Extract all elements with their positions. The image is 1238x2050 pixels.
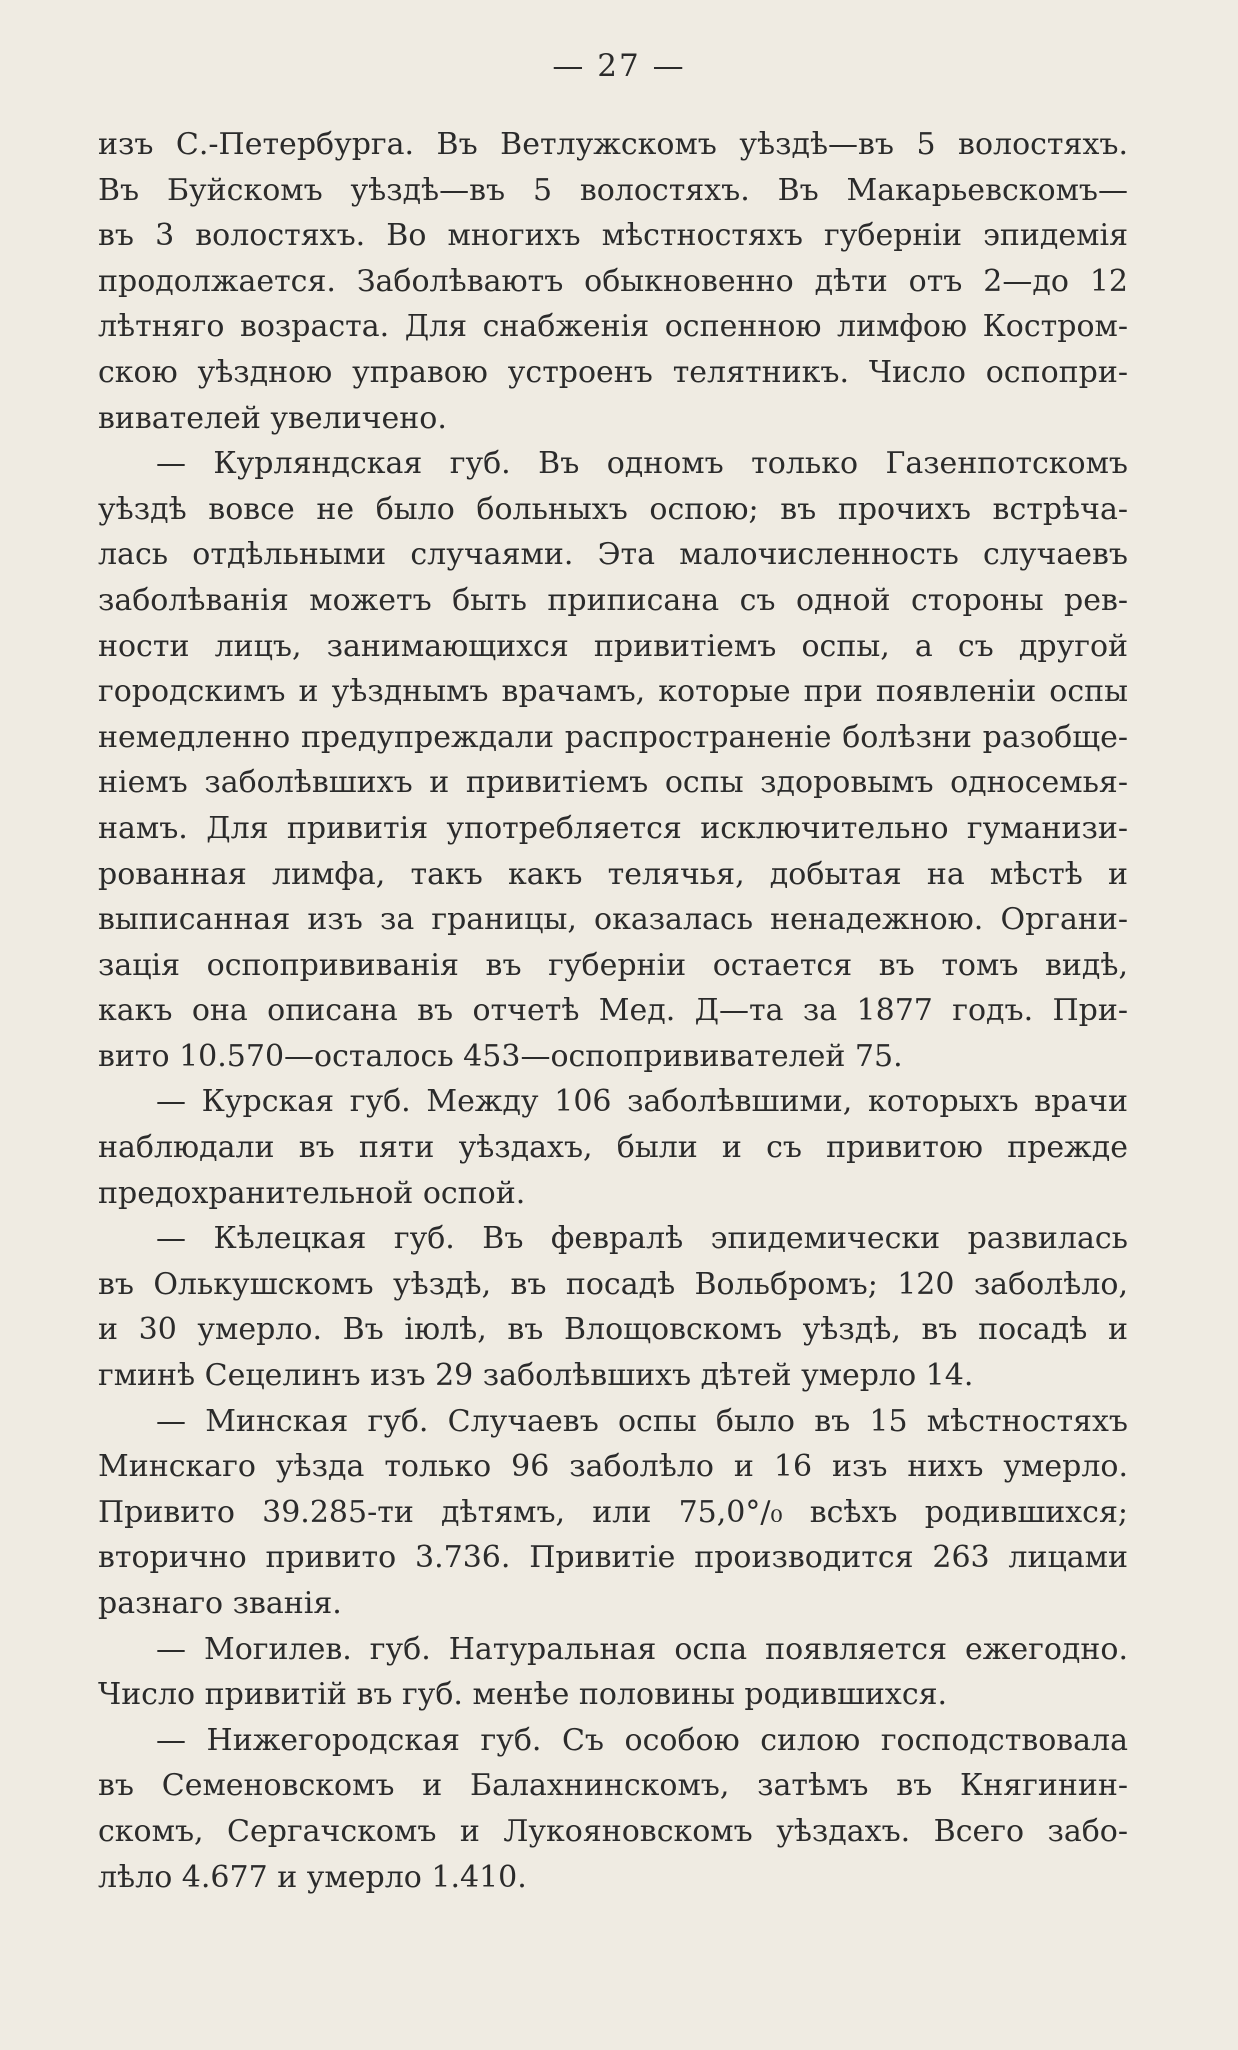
text-line: — Минская губ. Случаевъ оспы было въ 15 мѣстностяхъ (156, 1403, 1128, 1439)
text-line: — Могилев. губ. Натуральная оспа появляется ежегодно. (156, 1631, 1128, 1667)
text-line: — Курская губ. Между 106 заболѣвшими, которыхъ врачи (156, 1084, 1128, 1120)
text-line: заболѣванія можетъ быть приписана съ одной стороны рев- (98, 582, 1128, 618)
text-line: Въ Буйскомъ уѣздѣ—въ 5 волостяхъ. Въ Макарьевскомъ— (98, 172, 1128, 208)
text-line: предохранительной оспой. (98, 1175, 526, 1211)
body-text (98, 122, 1128, 1900)
text-line: выписанная изъ за границы, оказалась ненадежною. Органи- (98, 902, 1128, 938)
text-line: скомъ, Сергачскомъ и Лукояновскомъ уѣздахъ. Всего забо- (98, 1813, 1128, 1849)
page-number: — 27 — (552, 48, 686, 84)
text-line: въ Семеновскомъ и Балахнинскомъ, затѣмъ въ Княгинин- (98, 1768, 1128, 1804)
text-line: и 30 умерло. Въ іюлѣ, въ Влощовскомъ уѣздѣ, въ посадѣ и (98, 1312, 1128, 1348)
text-line: вито 10.570—осталось 453—оспопрививателей 75. (98, 1038, 903, 1074)
text-line: намъ. Для привитія употребляется исключительно гуманизи- (98, 810, 1128, 846)
text-line: — Нижегородская губ. Съ особою силою господствовала (156, 1722, 1128, 1758)
text-line: въ 3 волостяхъ. Во многихъ мѣстностяхъ губерніи эпидемія (98, 218, 1128, 254)
text-line: немедленно предупреждали распространеніе болѣзни разобще- (98, 719, 1128, 755)
text-line: разнаго званія. (98, 1586, 342, 1621)
text-line: Число привитій въ губ. менѣе половины родившихся. (98, 1677, 948, 1713)
text-line: вивателей увеличено. (98, 400, 447, 436)
text-line: ности лицъ, занимающихся привитіемъ оспы, а съ другой (98, 628, 1128, 664)
text-line: продолжается. Заболѣваютъ обыкновенно дѣти отъ 2—до 12 (98, 263, 1128, 299)
text-line: гминѣ Сецелинъ изъ 29 заболѣвшихъ дѣтей умерло 14. (98, 1358, 974, 1394)
text-line: Привито 39.285-ти дѣтямъ, или 75,0°/₀ всѣхъ родившихся; (98, 1494, 1128, 1530)
text-line: лѣло 4.677 и умерло 1.410. (98, 1859, 527, 1895)
text-line: городскимъ и уѣзднымъ врачамъ, которые при появленіи оспы (98, 674, 1128, 710)
text-line: уѣздѣ вовсе не было больныхъ оспою; въ прочихъ встрѣча- (98, 491, 1128, 527)
text-line: — Кѣлецкая губ. Въ февралѣ эпидемически развилась (156, 1221, 1128, 1257)
text-line: вторично привито 3.736. Привитіе производится 263 лицами (98, 1540, 1128, 1576)
text-line: лась отдѣльными случаями. Эта малочисленность случаевъ (98, 537, 1128, 573)
text-line: въ Олькушскомъ уѣздѣ, въ посадѣ Вольбромъ; 120 заболѣло, (98, 1266, 1128, 1302)
text-line: изъ С.-Петербурга. Въ Ветлужскомъ уѣздѣ—въ 5 волостяхъ. (98, 127, 1128, 162)
text-line: зація оспопрививанія въ губерніи остается въ томъ видѣ, (98, 947, 1128, 983)
text-line: какъ она описана въ отчетѣ Мед. Д—та за 1877 годъ. При- (98, 993, 1128, 1029)
text-line: — Курляндская губ. Въ одномъ только Газенпотскомъ (156, 446, 1128, 482)
text-line: Минскаго уѣзда только 96 заболѣло и 16 изъ нихъ умерло. (98, 1449, 1128, 1485)
text-line: лѣтняго возраста. Для снабженія оспенною лимфою Костром- (98, 309, 1128, 345)
text-line: рованная лимфа, такъ какъ телячья, добытая на мѣстѣ и (98, 856, 1128, 892)
text-line: скою уѣздною управою устроенъ телятникъ. Число оспопри- (98, 354, 1128, 390)
text-line: ніемъ заболѣвшихъ и привитіемъ оспы здоровымъ односемья- (98, 765, 1128, 801)
text-line: наблюдали въ пяти уѣздахъ, были и съ привитою прежде (98, 1130, 1128, 1166)
